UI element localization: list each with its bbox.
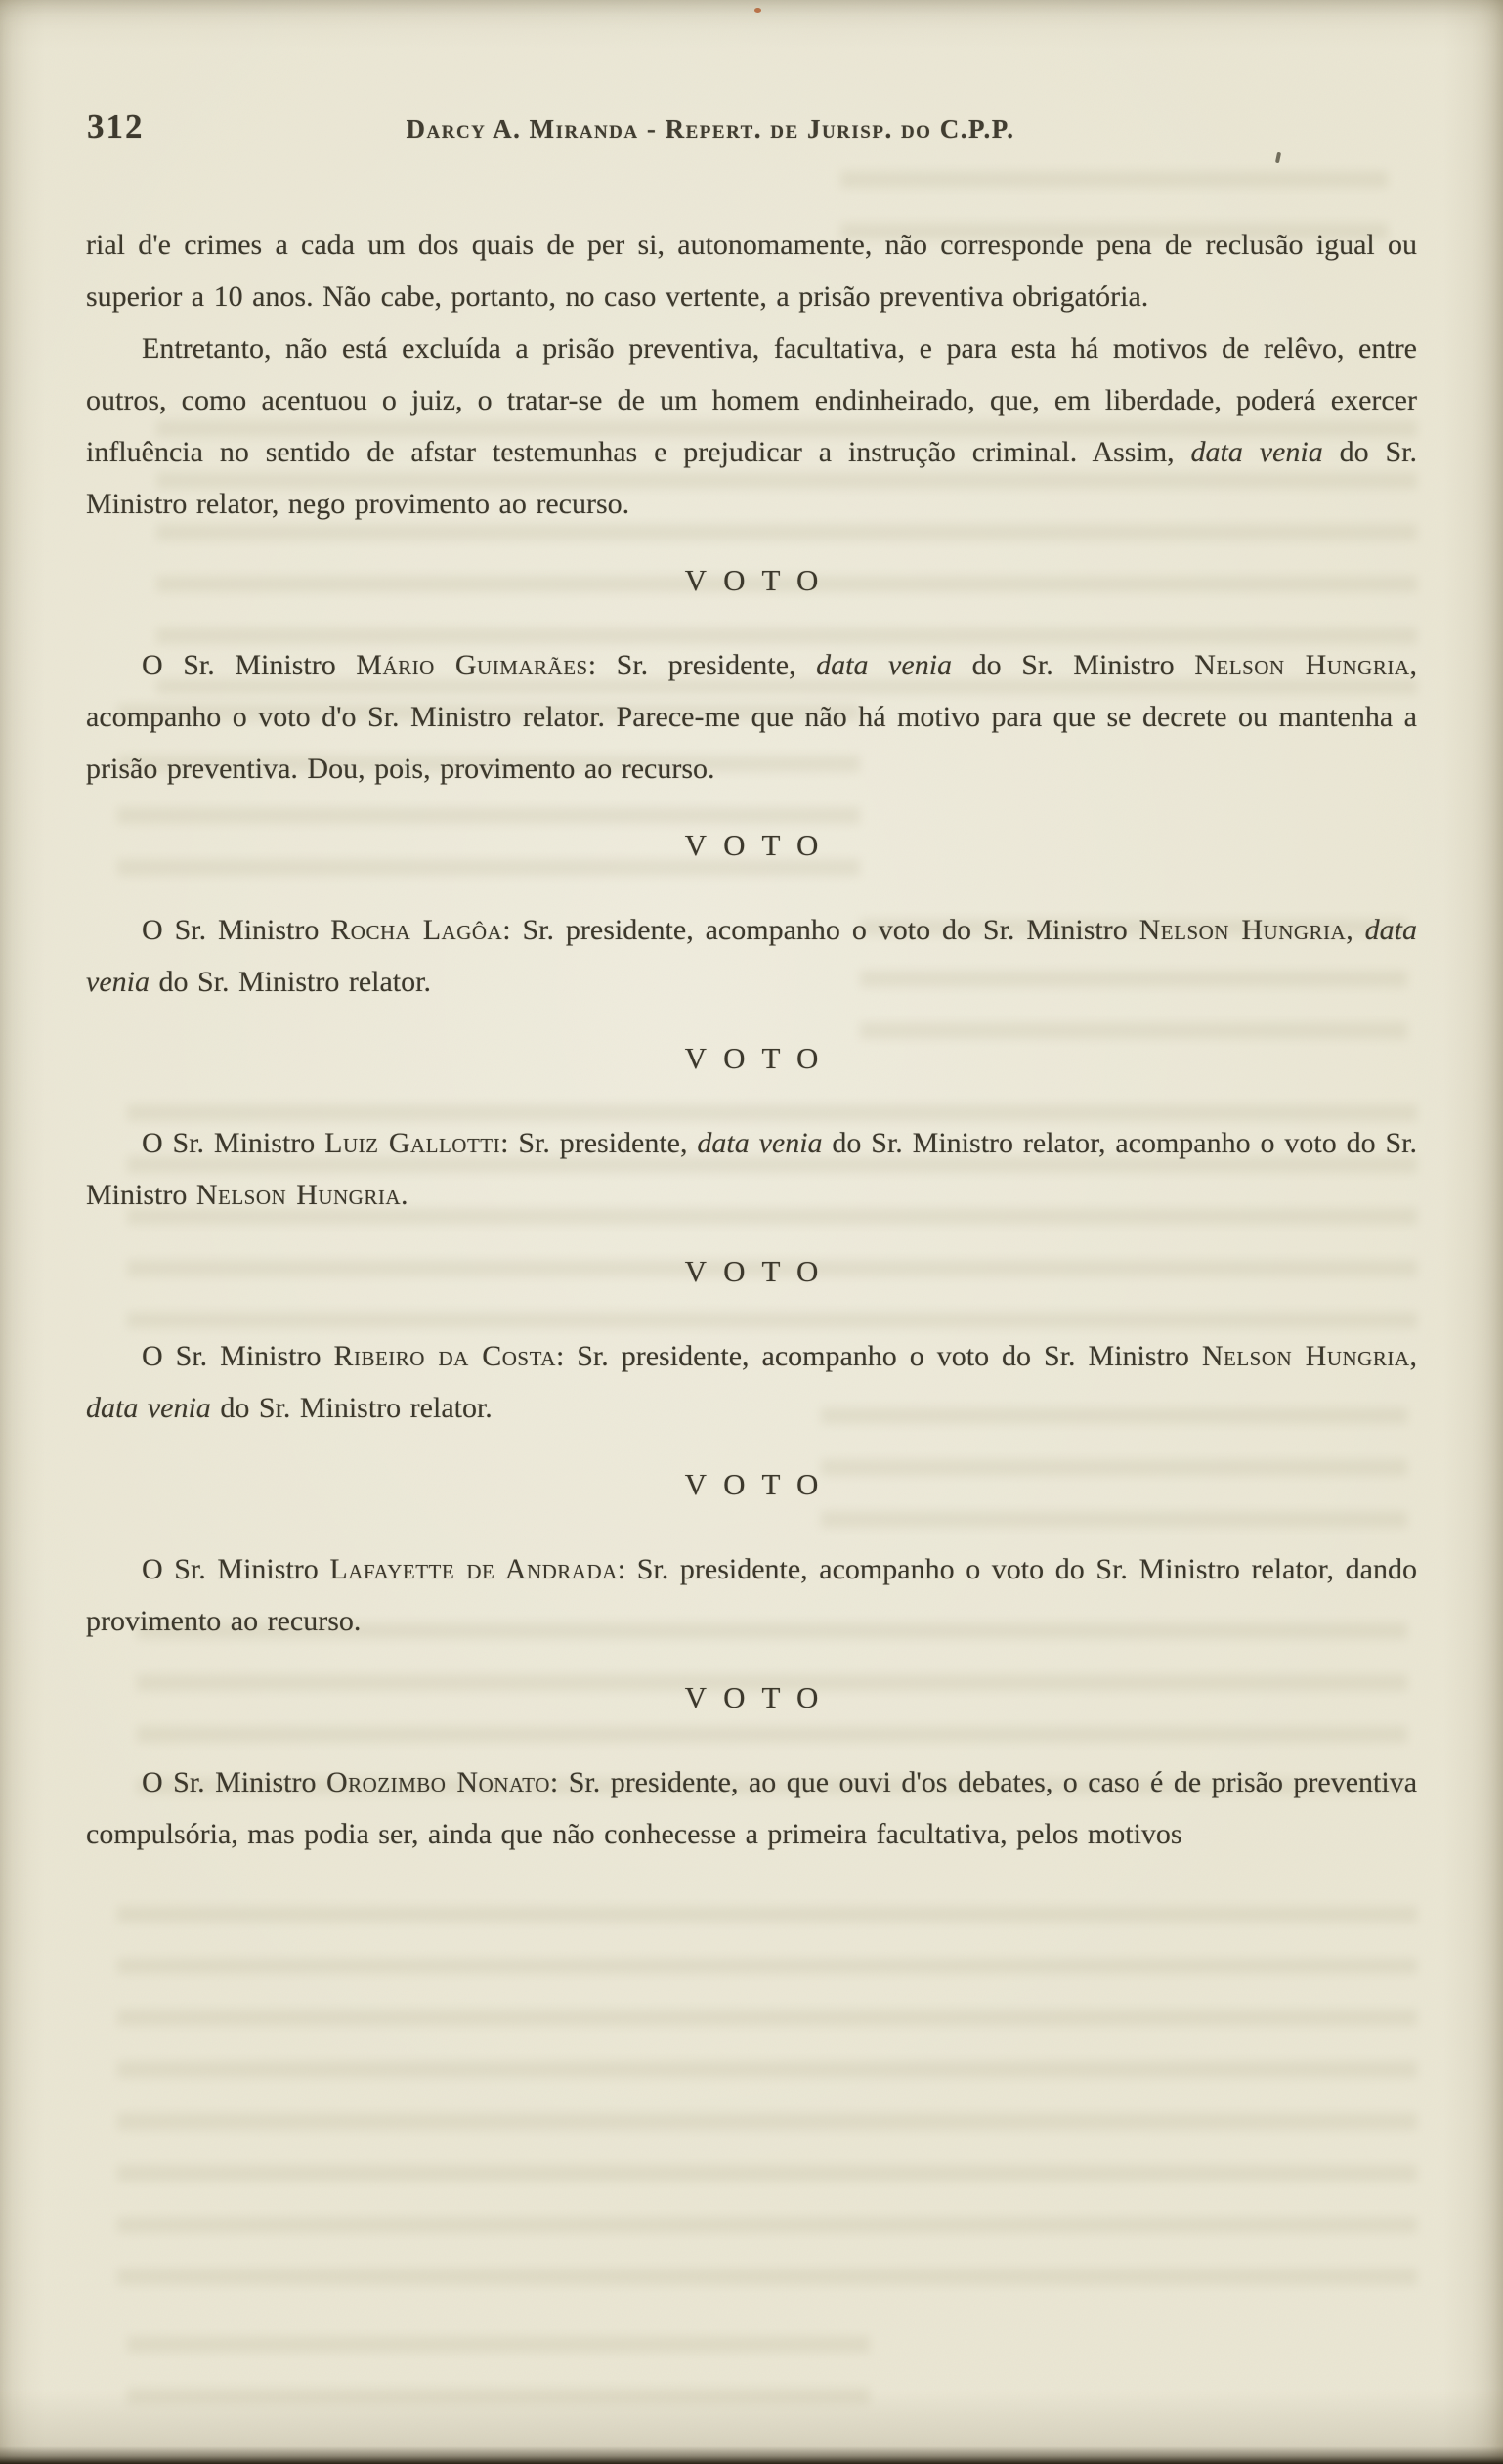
text-segment: O Sr. Ministro — [142, 649, 357, 681]
text-segment: data venia — [1190, 436, 1323, 468]
minister-name: Nelson Hungria — [1201, 1340, 1410, 1372]
paragraph — [86, 1543, 1417, 1647]
text-segment: : Sr. presidente, — [587, 649, 817, 681]
minister-name: Nelson Hungria — [195, 1179, 402, 1211]
text-segment: data venia — [86, 1392, 211, 1424]
paragraph — [86, 1117, 1417, 1221]
paragraph — [86, 639, 1417, 795]
minister-name: Orozimbo Nonato — [325, 1766, 550, 1798]
text-segment: : Sr. presidente, acompanho o voto do Sr. Ministro relator, dando provimento ao recurso. — [86, 1553, 1417, 1637]
paragraph — [86, 323, 1417, 530]
text-segment: do Sr. Ministro relator. — [149, 966, 431, 998]
text-segment: do Sr. Ministro relator, nego provimento ao recurso. — [86, 436, 1417, 520]
running-title: Darcy A. Miranda - Repert. de Jurisp. do C.P.P. — [406, 114, 1015, 144]
text-segment: data venia — [697, 1127, 823, 1159]
running-header — [87, 0, 1416, 147]
paragraph — [86, 1756, 1417, 1860]
text-segment: O Sr. Ministro — [142, 1340, 334, 1372]
bleed-through-artifact — [127, 2336, 870, 2414]
voto-heading: VOTO — [684, 828, 836, 862]
page-bottom-edge — [0, 2446, 1503, 2464]
text-segment: , acompanho o voto d'o Sr. Ministro relator. Parece-me que não há motivo para que se decrete ou mantenha a prisão preventiva. Dou, pois, provimento ao recurso. — [86, 649, 1417, 785]
minister-name: Nelson Hungria — [1138, 914, 1347, 946]
voto-heading: VOTO — [684, 1041, 836, 1075]
paragraph — [86, 219, 1417, 323]
voto-heading: VOTO — [684, 563, 836, 597]
text-segment: , — [1409, 1340, 1417, 1372]
paragraph — [86, 1330, 1417, 1434]
text-segment: . — [401, 1179, 408, 1211]
text-segment: do Sr. Ministro — [952, 649, 1195, 681]
text-segment: , — [1346, 914, 1365, 946]
page-body — [86, 219, 1417, 1860]
text-segment: : Sr. presidente, ao que ouvi d'os debates, o caso é de prisão preventiva compulsória, mas podia ser, ainda que não conhecesse a primeira facultativa, pelos motivos — [86, 1766, 1418, 1850]
text-segment: rial d'e crimes a cada um dos quais de per si, autonomamente, não corresponde pena de reclusão igual ou superior a 10 anos. Não cabe, portanto, no caso vertente, a prisão preventiva obrigatória. — [86, 229, 1417, 313]
paragraph — [86, 904, 1417, 1008]
minister-name: Ribeiro da Costa — [333, 1340, 556, 1372]
minister-name: Nelson Hungria — [1194, 649, 1410, 681]
text-segment: Entretanto, não está excluída a prisão preventiva, facultativa, e para esta há motivos de relêvo, entre outros, como acentuou o juiz, o tratar-se de um homem endinheirado, que, em liberdade, poderá exercer influência no sentido de afstar testemunhas e prejudicar a instrução criminal. Assim, — [86, 332, 1417, 468]
text-segment: O Sr. Ministro — [142, 1127, 325, 1159]
text-segment: O Sr. Ministro — [142, 1766, 326, 1798]
voto-heading: VOTO — [684, 1254, 836, 1288]
scan-speck — [1275, 152, 1281, 164]
text-segment: do Sr. Ministro relator, acompanho o voto do Sr. Ministro — [86, 1127, 1417, 1211]
text-segment: : Sr. presidente, — [500, 1127, 698, 1159]
text-segment: O Sr. Ministro — [142, 914, 331, 946]
text-segment: : Sr. presidente, acompanho o voto do Sr. Ministro — [555, 1340, 1202, 1372]
voto-heading: VOTO — [684, 1467, 836, 1501]
text-segment: data venia — [816, 649, 953, 681]
minister-name: Lafayette de Andrada — [329, 1553, 618, 1585]
text-segment: O Sr. Ministro — [142, 1553, 330, 1585]
minister-name: Luiz Gallotti — [324, 1127, 501, 1159]
page-number: 312 — [87, 108, 145, 146]
text-segment: : Sr. presidente, acompanho o voto do Sr. Ministro — [502, 914, 1139, 946]
text-segment: do Sr. Ministro relator. — [210, 1392, 493, 1424]
voto-heading: VOTO — [684, 1680, 836, 1714]
minister-name: Mário Guimarães — [356, 649, 588, 681]
bleed-through-artifact — [117, 1906, 1417, 2297]
text-segment: data venia — [86, 914, 1417, 998]
minister-name: Rocha Lagôa — [330, 914, 503, 946]
